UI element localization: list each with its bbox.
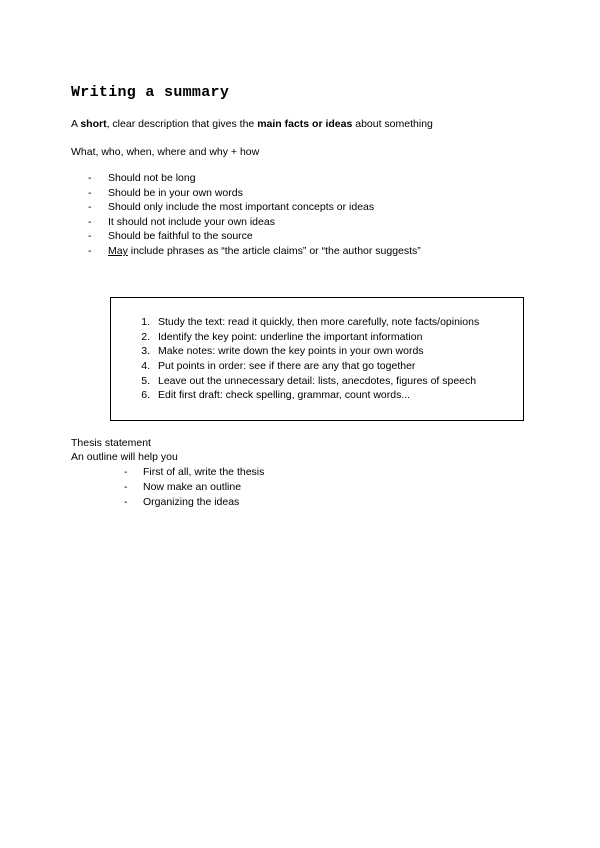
rule-underlined-may: May bbox=[108, 244, 128, 257]
dash-marker: - bbox=[88, 172, 92, 184]
list-item bbox=[124, 495, 264, 510]
step-item bbox=[131, 359, 479, 374]
outline-text: Organizing the ideas bbox=[143, 496, 240, 508]
rule-text: It should not include your own ideas bbox=[108, 215, 275, 228]
step-number: 1. bbox=[141, 316, 150, 328]
step-item bbox=[131, 315, 479, 330]
intro-text-mid: , clear description that gives the bbox=[106, 118, 258, 130]
dash-marker: - bbox=[88, 244, 92, 257]
step-text: Edit first draft: check spelling, grammar, count words... bbox=[158, 389, 411, 402]
outline-text: Now make an outline bbox=[143, 481, 242, 493]
dash-marker: - bbox=[88, 201, 92, 214]
step-item bbox=[131, 344, 479, 359]
step-item bbox=[131, 374, 479, 389]
dash-marker: - bbox=[88, 215, 92, 228]
step-text: Study the text: read it quickly, then more carefully, note facts/opinions bbox=[158, 316, 480, 328]
step-text: Identify the key point: underline the important information bbox=[158, 330, 423, 343]
step-number: 3. bbox=[141, 345, 150, 358]
intro-main-facts: main facts or ideas bbox=[257, 118, 353, 130]
step-text: Leave out the unnecessary detail: lists, anecdotes, figures of speech bbox=[158, 374, 477, 387]
list-item bbox=[88, 200, 421, 215]
outline-list bbox=[124, 465, 264, 510]
rule-text: Should only include the most important concepts or ideas bbox=[108, 201, 375, 214]
rule-text: Should be faithful to the source bbox=[108, 230, 253, 243]
step-item bbox=[131, 388, 479, 403]
list-item bbox=[88, 171, 421, 186]
intro-text-end: about something bbox=[352, 118, 433, 130]
intro-paragraph bbox=[71, 118, 433, 130]
list-item bbox=[88, 244, 421, 259]
intro-short: short bbox=[80, 118, 107, 130]
step-number: 4. bbox=[141, 360, 150, 373]
dash-marker: - bbox=[88, 230, 92, 243]
step-number: 2. bbox=[141, 330, 150, 343]
list-item bbox=[124, 465, 264, 480]
step-item bbox=[131, 330, 479, 345]
rule-text: Should be in your own words bbox=[108, 186, 243, 199]
rule-text: include phrases as “the article claims” or “the author suggests” bbox=[127, 244, 421, 257]
page-title: Writing a summary bbox=[71, 84, 230, 101]
steps-list bbox=[131, 315, 479, 403]
outline-text: First of all, write the thesis bbox=[143, 466, 265, 478]
list-item bbox=[88, 229, 421, 244]
step-number: 6. bbox=[141, 389, 150, 402]
step-number: 5. bbox=[141, 374, 150, 387]
list-item bbox=[124, 480, 264, 495]
intro-text-a: A bbox=[71, 118, 81, 130]
list-item bbox=[88, 186, 421, 201]
rule-text: Should not be long bbox=[108, 172, 196, 184]
step-text: Put points in order: see if there are any that go together bbox=[158, 360, 416, 373]
dash-marker: - bbox=[124, 496, 128, 508]
thesis-heading: Thesis statement bbox=[71, 437, 151, 449]
rules-list bbox=[88, 171, 421, 259]
questions-line: What, who, when, where and why + how bbox=[71, 146, 260, 158]
step-text: Make notes: write down the key points in your own words bbox=[158, 345, 424, 358]
dash-marker: - bbox=[124, 481, 128, 493]
list-item bbox=[88, 215, 421, 230]
dash-marker: - bbox=[124, 466, 128, 478]
dash-marker: - bbox=[88, 186, 92, 199]
outline-intro: An outline will help you bbox=[71, 451, 178, 463]
steps-box bbox=[110, 297, 524, 421]
